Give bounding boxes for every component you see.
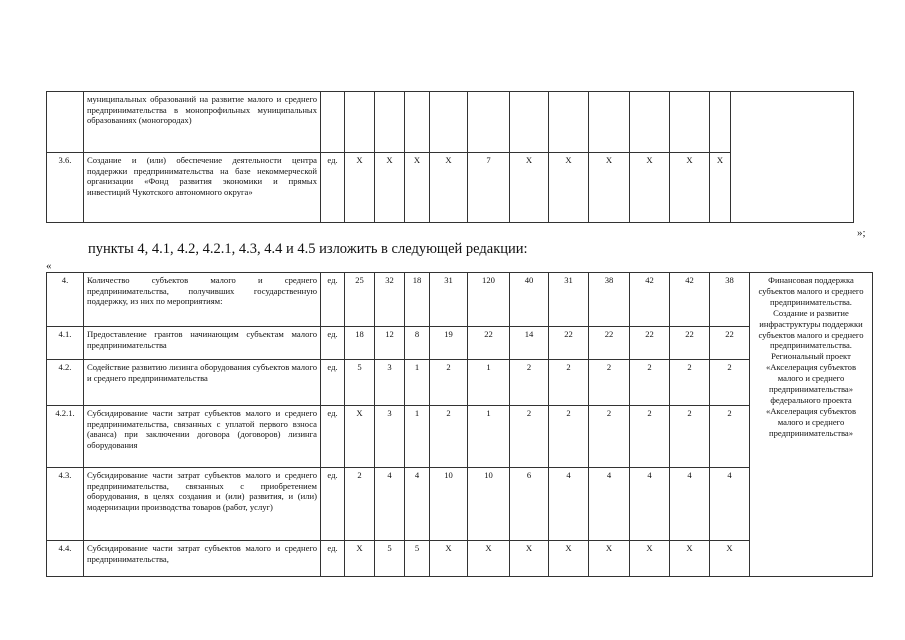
amendment-instruction: пункты 4, 4.1, 4.2, 4.2.1, 4.3, 4.4 и 4.5 изложить в следующей редакции:	[88, 241, 528, 257]
value-cell: 2	[710, 360, 750, 406]
value-cell	[345, 92, 375, 153]
value-cell: 2	[549, 360, 589, 406]
value-cell: 4	[710, 468, 750, 541]
value-cell	[549, 92, 589, 153]
row-name: Создание и (или) обеспечение деятельности центра поддержки предпринимательства на базе некоммерческой организации «Фонд развития экономики и прямых инвестиций Чукотского автономного округа»	[84, 153, 321, 223]
row-unit: ед.	[321, 406, 345, 468]
value-cell	[710, 92, 731, 153]
value-cell: 22	[468, 327, 510, 360]
value-cell: 4	[630, 468, 670, 541]
value-cell	[589, 92, 630, 153]
row-name: Субсидирование части затрат субъектов малого и среднего предпринимательства, связанных с приобретением оборудования, в целях создания и (или) развития, и (или) модернизации производства товаров (работ, услуг)	[84, 468, 321, 541]
program-note: Финансовая поддержка субъектов малого и среднего предпринимательства. Создание и развитие инфраструктуры поддержки субъектов малого и среднего предпринимательства. Региональный проект «Акселерация субъектов малого и среднего предпринимательства» федерального проекта «Акселерация субъектов малого и среднего предпринимательства»	[750, 273, 873, 577]
value-cell: 10	[430, 468, 468, 541]
value-cell: Х	[630, 541, 670, 577]
value-cell: 22	[670, 327, 710, 360]
table-main	[46, 272, 873, 577]
value-cell	[468, 92, 510, 153]
row-number: 4.1.	[47, 327, 84, 360]
value-cell: 7	[468, 153, 510, 223]
value-cell: 22	[630, 327, 670, 360]
value-cell: 18	[345, 327, 375, 360]
row-name: Количество субъектов малого и среднего предпринимательства, получивших государственную поддержку, из них по мероприятиям:	[84, 273, 321, 327]
row-unit: ед.	[321, 153, 345, 223]
value-cell: Х	[710, 541, 750, 577]
value-cell: Х	[549, 541, 589, 577]
row-unit: ед.	[321, 273, 345, 327]
row-number	[47, 92, 84, 153]
value-cell: Х	[589, 541, 630, 577]
value-cell: 6	[510, 468, 549, 541]
value-cell: Х	[345, 406, 375, 468]
row-name: Субсидирование части затрат субъектов малого и среднего предпринимательства,	[84, 541, 321, 577]
row-name: Субсидирование части затрат субъектов малого и среднего предпринимательства, связанных с уплатой первого взноса (аванса) при заключении договора (договоров) лизинга оборудования	[84, 406, 321, 468]
value-cell: 42	[670, 273, 710, 327]
value-cell: 18	[405, 273, 430, 327]
value-cell: 1	[405, 406, 430, 468]
value-cell: 120	[468, 273, 510, 327]
value-cell: 38	[589, 273, 630, 327]
value-cell: Х	[345, 541, 375, 577]
value-cell: 2	[430, 360, 468, 406]
value-cell: 19	[430, 327, 468, 360]
row-unit: ед.	[321, 360, 345, 406]
value-cell: 2	[670, 360, 710, 406]
value-cell: 1	[468, 360, 510, 406]
value-cell: 10	[468, 468, 510, 541]
value-cell: Х	[670, 153, 710, 223]
value-cell: 3	[375, 406, 405, 468]
value-cell: 22	[710, 327, 750, 360]
value-cell: 38	[710, 273, 750, 327]
row-number: 3.6.	[47, 153, 84, 223]
value-cell: Х	[430, 153, 468, 223]
row-note	[731, 92, 854, 223]
closing-quote: »;	[857, 227, 866, 239]
value-cell: Х	[430, 541, 468, 577]
table-row	[47, 541, 873, 577]
table-row	[47, 273, 873, 327]
row-number: 4.	[47, 273, 84, 327]
opening-quote: «	[46, 260, 52, 272]
value-cell: 2	[430, 406, 468, 468]
value-cell: 2	[670, 406, 710, 468]
value-cell	[430, 92, 468, 153]
value-cell: 2	[510, 360, 549, 406]
value-cell	[375, 92, 405, 153]
value-cell: Х	[405, 153, 430, 223]
value-cell: 22	[589, 327, 630, 360]
value-cell: 2	[589, 360, 630, 406]
table-row	[47, 92, 854, 153]
value-cell: 40	[510, 273, 549, 327]
value-cell: Х	[510, 153, 549, 223]
value-cell: 5	[345, 360, 375, 406]
value-cell	[670, 92, 710, 153]
value-cell: 8	[405, 327, 430, 360]
row-number: 4.4.	[47, 541, 84, 577]
row-unit: ед.	[321, 468, 345, 541]
table-top	[46, 91, 854, 223]
value-cell: 2	[630, 360, 670, 406]
value-cell: 5	[405, 541, 430, 577]
value-cell	[630, 92, 670, 153]
value-cell: 22	[549, 327, 589, 360]
value-cell: Х	[510, 541, 549, 577]
value-cell: 31	[549, 273, 589, 327]
value-cell: 4	[589, 468, 630, 541]
value-cell: 3	[375, 360, 405, 406]
value-cell: 14	[510, 327, 549, 360]
value-cell: 4	[549, 468, 589, 541]
value-cell: 32	[375, 273, 405, 327]
value-cell	[405, 92, 430, 153]
value-cell: Х	[710, 153, 731, 223]
table-row	[47, 360, 873, 406]
value-cell: 4	[405, 468, 430, 541]
value-cell: 12	[375, 327, 405, 360]
value-cell: 4	[670, 468, 710, 541]
row-number: 4.3.	[47, 468, 84, 541]
value-cell: 25	[345, 273, 375, 327]
value-cell: Х	[468, 541, 510, 577]
value-cell: 2	[510, 406, 549, 468]
row-unit: ед.	[321, 327, 345, 360]
value-cell: 31	[430, 273, 468, 327]
row-name: муниципальных образований на развитие малого и среднего предпринимательства в монопрофильных муниципальных образованиях (моногородах)	[84, 92, 321, 153]
value-cell: 2	[630, 406, 670, 468]
table-row	[47, 327, 873, 360]
row-number: 4.2.1.	[47, 406, 84, 468]
value-cell: 2	[345, 468, 375, 541]
value-cell: Х	[345, 153, 375, 223]
table-row	[47, 468, 873, 541]
value-cell: 1	[468, 406, 510, 468]
value-cell: Х	[549, 153, 589, 223]
value-cell: Х	[630, 153, 670, 223]
value-cell: Х	[670, 541, 710, 577]
value-cell: 2	[710, 406, 750, 468]
value-cell: 4	[375, 468, 405, 541]
row-number: 4.2.	[47, 360, 84, 406]
table-row	[47, 406, 873, 468]
value-cell	[510, 92, 549, 153]
row-unit	[321, 92, 345, 153]
value-cell: 2	[589, 406, 630, 468]
row-name: Предоставление грантов начинающим субъектам малого предпринимательства	[84, 327, 321, 360]
value-cell: 5	[375, 541, 405, 577]
value-cell: Х	[589, 153, 630, 223]
value-cell: 42	[630, 273, 670, 327]
value-cell: Х	[375, 153, 405, 223]
row-name: Содействие развитию лизинга оборудования субъектов малого и среднего предпринимательства	[84, 360, 321, 406]
value-cell: 1	[405, 360, 430, 406]
value-cell: 2	[549, 406, 589, 468]
row-unit: ед.	[321, 541, 345, 577]
